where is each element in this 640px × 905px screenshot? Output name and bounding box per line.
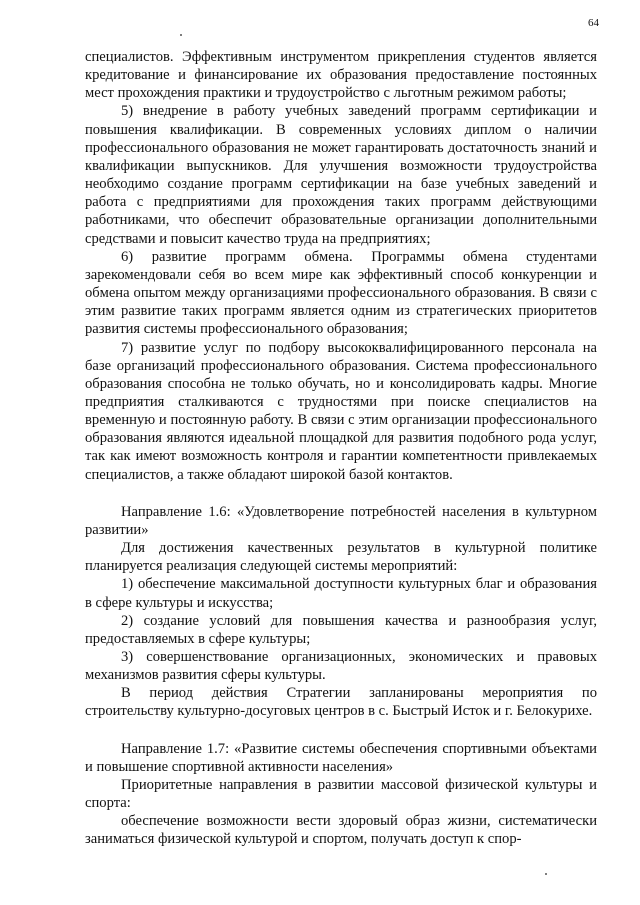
document-body: [85, 48, 597, 849]
paragraph-sport-intro: Приоритетные направления в развитии массовой физической культуры и спорта:: [85, 776, 597, 812]
page-number: 64: [588, 17, 599, 29]
paragraph-item-6: 6) развитие программ обмена. Программы обмена студентами зарекомендовали себя во всем мире как эффективный способ конкуренции и обмена опытом между организациями профессионального образования. В связи с этим развитие таких программ является одним из стратегических приоритетов развития системы профессионального образования;: [85, 248, 597, 338]
paragraph-culture-centers: В период действия Стратегии запланированы мероприятия по строительству культурно-досуговых центров в с. Быстрый Исток и г. Белокурихе.: [85, 685, 597, 720]
section-heading-1-7: Направление 1.7: «Развитие системы обеспечения спортивными объектами и повышение спортивной активности населения»: [85, 740, 597, 775]
paragraph-culture-item-1: 1) обеспечение максимальной доступности культурных благ и образования в сфере культуры и искусства;: [85, 576, 597, 611]
paragraph-culture-item-2: 2) создание условий для повышения качества и разнообразия услуг, предоставляемых в сфере культуры;: [85, 612, 597, 647]
section-heading-1-6: Направление 1.6: «Удовлетворение потребностей населения в культурном развитии»: [85, 503, 597, 538]
paragraph-sport-item: обеспечение возможности вести здоровый образ жизни, систематически заниматься физической культурой и спортом, получать доступ к спор-: [85, 813, 597, 848]
scan-speck: [180, 34, 182, 36]
paragraph-item-5: 5) внедрение в работу учебных заведений программ сертификации и повышения квалификации. В современных условиях диплом о наличии профессионального образования не может гарантировать достаточность знаний и квалификации выпускников. Для улучшения возможности трудоустройства необходимо создание программ сертификации на базе учебных заведений и работа с предприятиями для прохождения таких программ действующими работниками, что обеспечит образовательные организации дополнительными средствами и повысит качество труда на предприятиях;: [85, 103, 597, 247]
paragraph-item-7: 7) развитие услуг по подбору высококвалифицированного персонала на базе организаций профессионального образования. Система профессионального образования способна не только обучать, но и консолидировать кадры. Многие предприятия сталкиваются с трудностями при поиске специалистов на временную и постоянную работу. В связи с этим организации профессионального образования являются идеальной площадкой для развития подобного рода услуг, так как имеют возможность контроля и гарантии компетентности привлекаемых специалистов, а также обладают широкой базой контактов.: [85, 339, 597, 483]
paragraph-culture-item-3: 3) совершенствование организационных, экономических и правовых механизмов развития сферы культуры.: [85, 649, 597, 684]
scan-speck: [545, 873, 547, 875]
paragraph-culture-intro: Для достижения качественных результатов в культурной политике планируется реализация следующей системы мероприятий:: [85, 540, 597, 575]
paragraph-continuation: специалистов. Эффективным инструментом прикрепления студентов является кредитование и финансирование их образования предоставление постоянных мест прохождения практики и трудоустройство с льготным режимом работы;: [85, 49, 597, 102]
